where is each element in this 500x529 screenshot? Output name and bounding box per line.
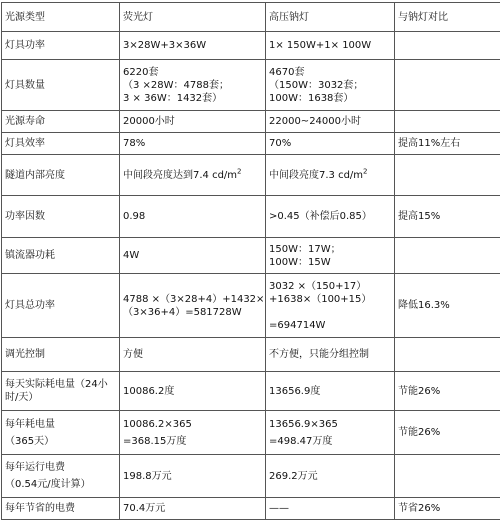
cell-text: 6220套	[123, 66, 159, 78]
sodium-cell	[266, 60, 395, 111]
cell-text: =498.47万度	[269, 435, 333, 447]
cell-text: 1× 150W+1× 100W	[269, 40, 372, 51]
cell-text: 70.4万元	[123, 503, 166, 514]
sodium-cell	[266, 196, 395, 238]
cell-text: 每年运行电费	[5, 462, 65, 473]
comparison-cell	[395, 133, 500, 155]
header-cell-sodium	[266, 3, 395, 32]
comparison-cell	[395, 274, 500, 338]
cell-text: 269.2万元	[269, 470, 318, 482]
cell-text: 10086.2×365	[123, 418, 192, 430]
comparison-table	[1, 2, 500, 520]
fluorescent-cell	[120, 498, 266, 520]
cell-text: =694714W	[269, 319, 326, 331]
comparison-cell	[395, 155, 500, 196]
cell-text: 功率因数	[5, 211, 45, 222]
row-label-cell	[2, 133, 120, 155]
cell-text: 4788 ×（3×28+4）+1432×	[123, 293, 265, 305]
table-header-row	[2, 3, 500, 32]
cell-text: 提高11%左右	[398, 138, 461, 149]
fluorescent-cell	[120, 338, 266, 372]
cell-text: 不方便，只能分组控制	[269, 349, 369, 360]
cell-text: 灯具效率	[5, 138, 45, 149]
cell-text: 灯具总功率	[5, 300, 55, 311]
comparison-cell	[395, 338, 500, 372]
row-label-cell	[2, 155, 120, 196]
row-label-cell	[2, 196, 120, 238]
cell-text: 3×28W+3×36W	[123, 40, 207, 51]
sodium-cell	[266, 155, 395, 196]
table-row	[2, 155, 500, 196]
cell-text: 时/天）	[5, 392, 39, 403]
cell-text: 10086.2度	[123, 385, 175, 397]
comparison-cell	[395, 32, 500, 60]
table-row	[2, 274, 500, 338]
cell-text: （3 ×28W：4788套；	[123, 79, 229, 91]
sodium-cell	[266, 498, 395, 520]
comparison-cell	[395, 111, 500, 133]
header-label: 与钠灯对比	[398, 11, 448, 23]
row-label-cell	[2, 498, 120, 520]
cell-text: 198.8万元	[123, 470, 172, 482]
sodium-cell	[266, 338, 395, 372]
cell-text: 节能26%	[398, 427, 441, 438]
fluorescent-cell	[120, 60, 266, 111]
sodium-cell	[266, 238, 395, 274]
comparison-cell	[395, 60, 500, 111]
comparison-cell	[395, 238, 500, 274]
cell-text: 节能26%	[398, 385, 441, 397]
cell-text: 4670套	[269, 66, 305, 78]
sodium-cell	[266, 411, 395, 455]
fluorescent-cell	[120, 238, 266, 274]
header-label: 高压钠灯	[269, 11, 309, 23]
cell-text: 4W	[123, 250, 140, 261]
cell-text: 提高15%	[398, 211, 441, 222]
table-row	[2, 372, 500, 411]
cell-text	[269, 306, 391, 319]
luminance-text: 中间段亮度达到7.4 cd/m	[123, 169, 238, 181]
cell-text: 150W：17W；	[269, 243, 341, 255]
row-label-cell	[2, 32, 120, 60]
table-row	[2, 111, 500, 133]
cell-text: 70%	[269, 138, 292, 149]
row-label-cell	[2, 238, 120, 274]
comparison-cell	[395, 411, 500, 455]
table-row	[2, 411, 500, 455]
sodium-cell	[266, 133, 395, 155]
cell-text: （150W：3032套；	[269, 79, 364, 91]
fluorescent-cell	[120, 372, 266, 411]
cell-text: 光源寿命	[5, 116, 45, 127]
table-row	[2, 338, 500, 372]
row-label-cell	[2, 60, 120, 111]
cell-text: 0.98	[123, 211, 146, 222]
row-label-cell	[2, 455, 120, 498]
fluorescent-cell	[120, 155, 266, 196]
cell-text: 每年耗电量	[5, 418, 55, 430]
row-label-cell	[2, 372, 120, 411]
table-row	[2, 238, 500, 274]
row-label-cell	[2, 411, 120, 455]
comparison-cell	[395, 196, 500, 238]
cell-text: 方便	[123, 349, 143, 360]
sodium-cell	[266, 32, 395, 60]
fluorescent-cell	[120, 455, 266, 498]
cell-text: 3 × 36W：1432套）	[123, 92, 223, 104]
comparison-cell	[395, 498, 500, 520]
cell-text	[269, 169, 391, 182]
comparison-cell	[395, 372, 500, 411]
cell-text: 22000~24000小时	[269, 116, 362, 127]
table-row	[2, 196, 500, 238]
fluorescent-cell	[120, 274, 266, 338]
row-label-cell	[2, 338, 120, 372]
row-label-cell	[2, 111, 120, 133]
cell-text: 每天实际耗电量（24小	[5, 379, 108, 390]
luminance-text: 中间段亮度7.3 cd/m	[269, 169, 364, 181]
unit-superscript: 2	[363, 167, 368, 176]
cell-text: （365天）	[5, 435, 55, 447]
cell-text: 灯具功率	[5, 40, 45, 51]
cell-text: =368.15万度	[123, 435, 187, 447]
cell-text: 调光控制	[5, 349, 45, 360]
table-row	[2, 60, 500, 111]
fluorescent-cell	[120, 133, 266, 155]
cell-text: 13656.9度	[269, 385, 321, 397]
sodium-cell	[266, 274, 395, 338]
cell-text: （0.54元/度计算）	[5, 479, 91, 490]
header-cell-comparison	[395, 3, 500, 32]
header-cell-light-type	[2, 3, 120, 32]
fluorescent-cell	[120, 32, 266, 60]
sodium-cell	[266, 372, 395, 411]
table-row	[2, 32, 500, 60]
cell-text: 降低16.3%	[398, 300, 450, 311]
cell-text: 灯具数量	[5, 79, 45, 91]
sodium-cell	[266, 455, 395, 498]
header-cell-fluorescent	[120, 3, 266, 32]
table-row	[2, 498, 500, 520]
cell-text: 镇流器功耗	[5, 250, 55, 261]
table-row	[2, 133, 500, 155]
sodium-cell	[266, 111, 395, 133]
header-label: 光源类型	[5, 11, 45, 23]
cell-text: >0.45（补偿后0.85）	[269, 211, 372, 222]
table-row	[2, 455, 500, 498]
fluorescent-cell	[120, 111, 266, 133]
comparison-cell	[395, 455, 500, 498]
cell-text: 3032 ×（150+17）	[269, 280, 367, 292]
cell-text: 节省26%	[398, 503, 441, 514]
row-label-cell	[2, 274, 120, 338]
cell-text: 100W：15W	[269, 256, 331, 268]
cell-text: ——	[269, 503, 289, 514]
cell-text	[123, 169, 262, 182]
cell-text: 每年节省的电费	[5, 503, 75, 514]
unit-superscript: 2	[237, 167, 242, 176]
cell-text: 20000小时	[123, 116, 175, 127]
cell-text: 13656.9×365	[269, 418, 338, 430]
fluorescent-cell	[120, 196, 266, 238]
cell-text: （3×36+4）=581728W	[123, 306, 242, 318]
header-label: 荧光灯	[123, 11, 153, 23]
cell-text: +1638×（100+15）	[269, 293, 372, 305]
cell-text: 隧道内部亮度	[5, 169, 65, 181]
cell-text: 100W：1638套）	[269, 92, 354, 104]
cell-text: 78%	[123, 138, 146, 149]
fluorescent-cell	[120, 411, 266, 455]
